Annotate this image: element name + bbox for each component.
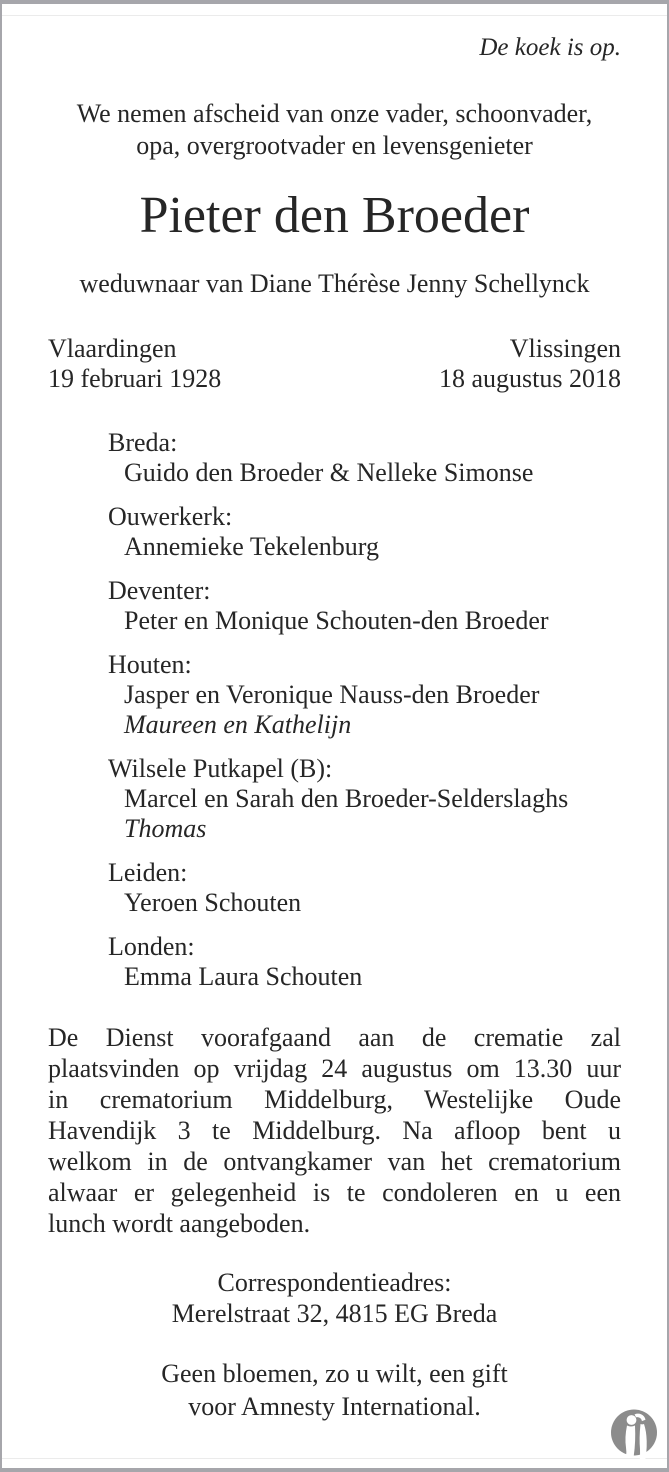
deceased-name: Pieter den Broeder (139, 187, 530, 244)
family-member-line: Emma Laura Schouten (124, 962, 363, 991)
relation-line: weduwnaar van Diane Thérèse Jenny Schellynck (79, 269, 590, 298)
service-paragraph (2, 1022, 667, 1239)
frame-edge-top (0, 0, 669, 4)
death-place: Vlissingen (509, 334, 621, 363)
family-group (108, 428, 621, 488)
family-member-line: Jasper en Veronique Nauss-den Broeder (124, 680, 540, 709)
service-line: alwaar er gelegenheid is te condoleren en u een (48, 1178, 621, 1207)
family-member-line: Thomas (124, 814, 207, 843)
family-group (108, 650, 621, 740)
family-member-line: Maureen en Kathelijn (124, 710, 352, 739)
birth-info (48, 334, 221, 394)
embracing-figures-logo-icon (610, 1409, 658, 1465)
family-place-label: Londen: (108, 932, 195, 961)
family-group (108, 754, 621, 844)
intro-text (2, 98, 667, 162)
service-line: plaatsvinden op vrijdag 24 augustus om 13.30 uur (48, 1054, 621, 1083)
service-line: De Dienst voorafgaand aan de crematie zal (48, 1023, 621, 1052)
family-member-line: Marcel en Sarah den Broeder-Selderslaghs (124, 784, 569, 813)
service-line: lunch wordt aangeboden. (48, 1209, 311, 1238)
service-line: welkom in de ontvangkamer van het crematorium (48, 1147, 621, 1176)
birth-death-dates (2, 334, 667, 394)
family-group (108, 932, 621, 992)
correspondence-block (2, 1267, 667, 1329)
donation-note (2, 1357, 667, 1423)
correspondence-address: Merelstraat 32, 4815 EG Breda (171, 1299, 498, 1328)
family-member-line: Peter en Monique Schouten-den Broeder (124, 606, 549, 635)
frame-edge-left (0, 0, 2, 1472)
service-line: in crematorium Middelburg, Westelijke Oude (48, 1085, 621, 1114)
family-place-label: Ouwerkerk: (108, 502, 233, 531)
family-group (108, 502, 621, 562)
donation-line-1: Geen bloemen, zo u wilt, een gift (161, 1359, 508, 1388)
family-group (108, 576, 621, 636)
family-member-line: Yeroen Schouten (124, 888, 302, 917)
family-member-line: Annemieke Tekelenburg (124, 532, 379, 561)
service-line: Havendijk 3 te Middelburg. Na afloop bent u (48, 1116, 621, 1145)
family-place-label: Breda: (108, 428, 178, 457)
intro-line-2: opa, overgrootvader en levensgenieter (136, 131, 533, 160)
death-info (439, 334, 621, 394)
family-member-line: Guido den Broeder & Nelleke Simonse (124, 458, 534, 487)
birth-place: Vlaardingen (48, 334, 177, 363)
birth-date: 19 februari 1928 (48, 364, 222, 393)
obituary-card (2, 15, 667, 1459)
family-place-label: Wilsele Putkapel (B): (108, 754, 333, 783)
correspondence-label: Correspondentieadres: (217, 1268, 452, 1297)
family-place-label: Houten: (108, 650, 192, 679)
motto-text: De koek is op. (479, 34, 621, 61)
family-place-label: Leiden: (108, 858, 188, 887)
intro-line-1: We nemen afscheid van onze vader, schoonvader, (76, 99, 593, 128)
family-list (2, 428, 667, 992)
family-place-label: Deventer: (108, 576, 211, 605)
donation-line-2: voor Amnesty International. (188, 1392, 481, 1421)
death-date: 18 augustus 2018 (439, 364, 621, 393)
frame-edge-bottom (0, 1468, 669, 1472)
family-group (108, 858, 621, 918)
